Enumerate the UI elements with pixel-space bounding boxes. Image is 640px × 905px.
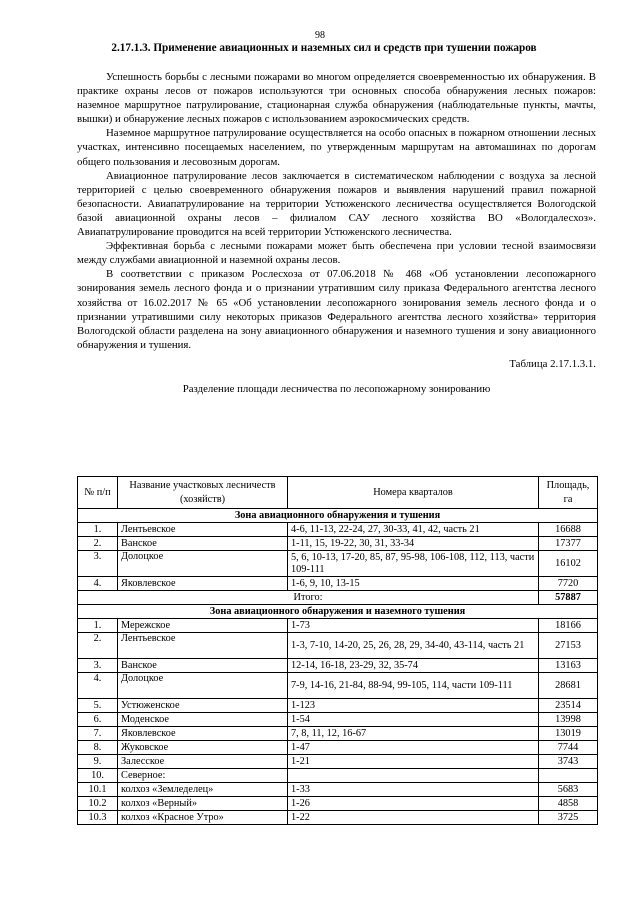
row-name: Моденское <box>118 713 288 727</box>
row-area: 7744 <box>539 741 598 755</box>
row-area: 5683 <box>539 783 598 797</box>
header-name: Название участковых лесничеств (хозяйств) <box>118 477 288 509</box>
row-quarters: 1-6, 9, 10, 13-15 <box>288 577 539 591</box>
row-quarters: 1-54 <box>288 713 539 727</box>
paragraph: Успешность борьбы с лесными пожарами во многом определяется своевременностью их обнаружения. В практике охраны лесов от пожаров используются три основных способа обнаружения лесных пожаров: наземное маршрутное патрулирование, стационарная служба обнаружения (наблюдательные пункты, мачты, вышки) и обнаружение лесных пожаров с использованием аэрокосмических средств. <box>77 71 596 126</box>
header-num: № п/п <box>78 477 118 509</box>
row-num: 8. <box>78 741 118 755</box>
zoning-table <box>77 476 598 825</box>
row-area: 27153 <box>539 633 598 659</box>
row-area: 3743 <box>539 755 598 769</box>
row-area: 28681 <box>539 673 598 699</box>
row-name: Устюженское <box>118 699 288 713</box>
row-name: Ванское <box>118 659 288 673</box>
table-reference: Таблица 2.17.1.3.1. <box>509 357 596 370</box>
row-area: 17377 <box>539 537 598 551</box>
row-area <box>539 769 598 783</box>
row-name: колхоз «Красное Утро» <box>118 811 288 825</box>
row-num: 4. <box>78 673 118 699</box>
row-quarters: 1-73 <box>288 619 539 633</box>
row-num: 5. <box>78 699 118 713</box>
table-row <box>78 551 598 577</box>
row-quarters: 7-9, 14-16, 21-84, 88-94, 99-105, 114, части 109-111 <box>288 673 539 699</box>
table-row <box>78 523 598 537</box>
table-row <box>78 783 598 797</box>
row-num: 9. <box>78 755 118 769</box>
row-name: Долоцкое <box>118 551 288 577</box>
table-row <box>78 741 598 755</box>
paragraph: В соответствии с приказом Рослесхоза от 07.06.2018 № 468 «Об установлении лесопожарного зонирования земель лесного фонда и о признании утратившим силу приказа Федерального агентства лесного хозяйства от 16.02.2017 № 65 «Об установлении лесопожарного зонирования земель лесного фонда и о признании утратившими силу некоторых приказов Федерального агентства лесного хозяйства» территория Вологодской области разделена на зону авиационного обнаружения и наземного тушения и зону авиационного обнаружения и тушения. <box>77 268 596 351</box>
table-caption: Разделение площади лесничества по лесопожарному зонированию <box>182 382 491 395</box>
header-area: Площадь, га <box>539 477 598 509</box>
row-num: 1. <box>78 619 118 633</box>
row-area: 13019 <box>539 727 598 741</box>
total-value: 57887 <box>539 591 598 605</box>
row-quarters: 1-21 <box>288 755 539 769</box>
table-row <box>78 673 598 699</box>
row-area: 7720 <box>539 577 598 591</box>
zone-header-row <box>78 605 598 619</box>
paragraph: Эффективная борьба с лесными пожарами может быть обеспечена при условии тесной взаимосвязи между службами авиационной и наземной охраны лесов. <box>77 240 596 267</box>
row-num: 6. <box>78 713 118 727</box>
row-num: 10.3 <box>78 811 118 825</box>
row-area: 16102 <box>539 551 598 577</box>
table-row <box>78 811 598 825</box>
total-label: Итого: <box>78 591 539 605</box>
row-num: 3. <box>78 551 118 577</box>
table-row <box>78 755 598 769</box>
row-quarters: 1-33 <box>288 783 539 797</box>
section-heading: 2.17.1.3. Применение авиационных и наземных сил и средств при тушении пожаров <box>111 42 537 54</box>
table-row <box>78 619 598 633</box>
row-num: 4. <box>78 577 118 591</box>
row-num: 3. <box>78 659 118 673</box>
row-area: 16688 <box>539 523 598 537</box>
row-name: Яковлевское <box>118 727 288 741</box>
row-quarters <box>288 769 539 783</box>
zone1-title: Зона авиационного обнаружения и тушения <box>78 509 598 523</box>
row-num: 7. <box>78 727 118 741</box>
row-area: 4858 <box>539 797 598 811</box>
row-name: Залесское <box>118 755 288 769</box>
table-row <box>78 713 598 727</box>
row-area: 23514 <box>539 699 598 713</box>
table-row <box>78 633 598 659</box>
row-name: Мережское <box>118 619 288 633</box>
row-name: Жуковское <box>118 741 288 755</box>
row-area: 3725 <box>539 811 598 825</box>
row-num: 2. <box>78 633 118 659</box>
table-row <box>78 797 598 811</box>
row-quarters: 7, 8, 11, 12, 16-67 <box>288 727 539 741</box>
paragraph: Наземное маршрутное патрулирование осуществляется на особо опасных в пожарном отношении лесных участках, интенсивно посещаемых населением, по утвержденным маршрутам на автомашинах по дорогам общего пользования и лесовозным дорогам. <box>77 127 596 168</box>
table-row <box>78 699 598 713</box>
row-num: 1. <box>78 523 118 537</box>
row-quarters: 1-47 <box>288 741 539 755</box>
row-quarters: 1-22 <box>288 811 539 825</box>
row-num: 10. <box>78 769 118 783</box>
row-quarters: 1-123 <box>288 699 539 713</box>
row-quarters: 5, 6, 10-13, 17-20, 85, 87, 95-98, 106-108, 112, 113, части 109-111 <box>288 551 539 577</box>
table-row <box>78 577 598 591</box>
table-header-row <box>78 477 598 509</box>
row-num: 10.2 <box>78 797 118 811</box>
body-text <box>77 70 596 396</box>
row-num: 2. <box>78 537 118 551</box>
zone2-title: Зона авиационного обнаружения и наземного тушения <box>78 605 598 619</box>
row-num: 10.1 <box>78 783 118 797</box>
zone-header-row <box>78 509 598 523</box>
row-name: Лентьевское <box>118 523 288 537</box>
row-name: колхоз «Верный» <box>118 797 288 811</box>
table-row <box>78 769 598 783</box>
table-row <box>78 659 598 673</box>
table-row <box>78 537 598 551</box>
paragraph: Авиационное патрулирование лесов заключается в систематическом наблюдении с воздуха за лесной территорией с целью своевременного обнаружения пожаров и выявления нарушений правил пожарной безопасности. Авиапатрулирование на территории Устюженского лесничества осуществляется Вологодской базой авиационной охраны лесов – филиалом САУ лесного хозяйства ВО «Вологдалесхоз». Авиапатрулирование проводится на всей территории Устюженского лесничества. <box>77 169 596 239</box>
total-row <box>78 591 598 605</box>
row-area: 13163 <box>539 659 598 673</box>
row-area: 13998 <box>539 713 598 727</box>
row-quarters: 1-26 <box>288 797 539 811</box>
header-quarters: Номера кварталов <box>288 477 539 509</box>
row-quarters: 1-11, 15, 19-22, 30, 31, 33-34 <box>288 537 539 551</box>
row-quarters: 1-3, 7-10, 14-20, 25, 26, 28, 29, 34-40, 43-114, часть 21 <box>288 633 539 659</box>
row-name: Лентьевское <box>118 633 288 659</box>
page-number: 98 <box>315 30 325 41</box>
row-name: Яковлевское <box>118 577 288 591</box>
row-name: Долоцкое <box>118 673 288 699</box>
row-name: колхоз «Земледелец» <box>118 783 288 797</box>
row-quarters: 4-6, 11-13, 22-24, 27, 30-33, 41, 42, часть 21 <box>288 523 539 537</box>
table-row <box>78 727 598 741</box>
row-quarters: 12-14, 16-18, 23-29, 32, 35-74 <box>288 659 539 673</box>
row-name: Северное: <box>118 769 288 783</box>
row-name: Ванское <box>118 537 288 551</box>
row-area: 18166 <box>539 619 598 633</box>
